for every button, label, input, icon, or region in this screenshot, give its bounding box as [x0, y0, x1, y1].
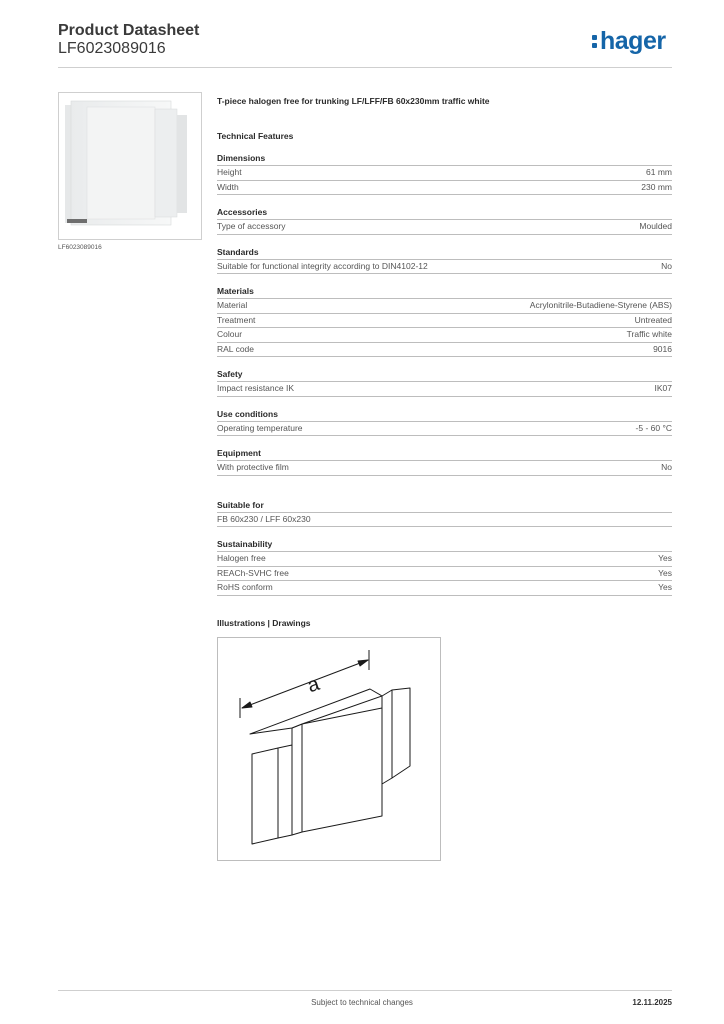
feature-label: RAL code [217, 343, 255, 354]
feature-label: Impact resistance IK [217, 383, 295, 393]
feature-row [217, 581, 672, 596]
feature-value: Yes [658, 582, 672, 592]
feature-label: Type of accessory [217, 221, 286, 231]
feature-row [217, 422, 672, 437]
dimension-label-a: a [304, 672, 323, 698]
feature-value: IK07 [654, 383, 672, 393]
feature-sections [217, 153, 672, 596]
feature-row [217, 220, 672, 235]
feature-value: Yes [658, 567, 672, 578]
section-use-conditions [217, 409, 672, 437]
feature-row [217, 328, 672, 343]
feature-row [217, 552, 672, 567]
photo-caption: LF6023089016 [58, 244, 102, 251]
section-materials [217, 286, 672, 357]
hager-logo [592, 27, 666, 56]
feature-row [217, 314, 672, 329]
section-sustainability [217, 539, 672, 596]
feature-label: With protective film [217, 462, 289, 472]
feature-value: -5 - 60 °C [635, 422, 672, 433]
technical-drawing [217, 637, 441, 861]
feature-value: 230 mm [641, 181, 672, 192]
datasheet-content [217, 96, 672, 596]
feature-value: Moulded [639, 221, 672, 231]
product-photo-icon [59, 93, 201, 239]
technical-features-heading: Technical Features [217, 131, 294, 141]
section-suitable-for [217, 500, 672, 528]
feature-row [217, 181, 672, 196]
product-code: LF6023089016 [58, 40, 166, 57]
feature-row [217, 343, 672, 358]
feature-value: No [661, 462, 672, 472]
feature-label: Suitable for functional integrity according to DIN4102-12 [217, 260, 428, 271]
feature-value: 61 mm [646, 167, 672, 177]
feature-label: REACh-SVHC free [217, 567, 289, 578]
feature-value: Traffic white [626, 329, 672, 339]
section-standards [217, 247, 672, 275]
section-title: Equipment [217, 448, 672, 461]
feature-label: Halogen free [217, 553, 266, 563]
feature-label: RoHS conform [217, 582, 273, 592]
section-title: Dimensions [217, 153, 672, 166]
section-title: Standards [217, 247, 672, 260]
feature-value: 9016 [653, 343, 672, 354]
footer-date: 12.11.2025 [632, 998, 672, 1007]
feature-label: Colour [217, 329, 243, 339]
section-title: Materials [217, 286, 672, 299]
feature-row [217, 382, 672, 397]
feature-row [217, 567, 672, 582]
page-title: Product Datasheet [58, 22, 200, 39]
section-dimensions [217, 153, 672, 195]
feature-label: Material [217, 300, 248, 310]
feature-label: Width [217, 181, 239, 192]
section-title: Accessories [217, 207, 672, 220]
section-title: Sustainability [217, 539, 672, 552]
section-equipment [217, 448, 672, 476]
section-title: Safety [217, 369, 672, 382]
feature-row [217, 299, 672, 314]
footer-note: Subject to technical changes [311, 998, 413, 1007]
feature-value: No [661, 260, 672, 271]
section-safety [217, 369, 672, 397]
product-title: T-piece halogen free for trunking LF/LFF/FB 60x230mm traffic white [217, 96, 490, 106]
feature-label: Operating temperature [217, 422, 303, 433]
feature-label: FB 60x230 / LFF 60x230 [217, 513, 311, 524]
feature-value: Acrylonitrile-Butadiene-Styrene (ABS) [529, 300, 672, 310]
t-piece-drawing-icon [218, 638, 440, 860]
feature-label: Height [217, 167, 242, 177]
feature-row [217, 461, 672, 476]
feature-value: Yes [658, 553, 672, 563]
footer-divider [58, 990, 672, 991]
feature-value: Untreated [634, 314, 672, 325]
product-photo [58, 92, 202, 240]
section-title: Use conditions [217, 409, 672, 422]
feature-row [217, 260, 672, 275]
header-divider [58, 67, 672, 68]
feature-row [217, 166, 672, 181]
section-accessories [217, 207, 672, 235]
logo-dots-icon [592, 32, 598, 49]
feature-row [217, 513, 672, 528]
illustrations-heading: Illustrations | Drawings [217, 618, 311, 628]
section-title: Suitable for [217, 500, 672, 513]
feature-label: Treatment [217, 314, 256, 325]
logo-text: hager [600, 27, 666, 55]
